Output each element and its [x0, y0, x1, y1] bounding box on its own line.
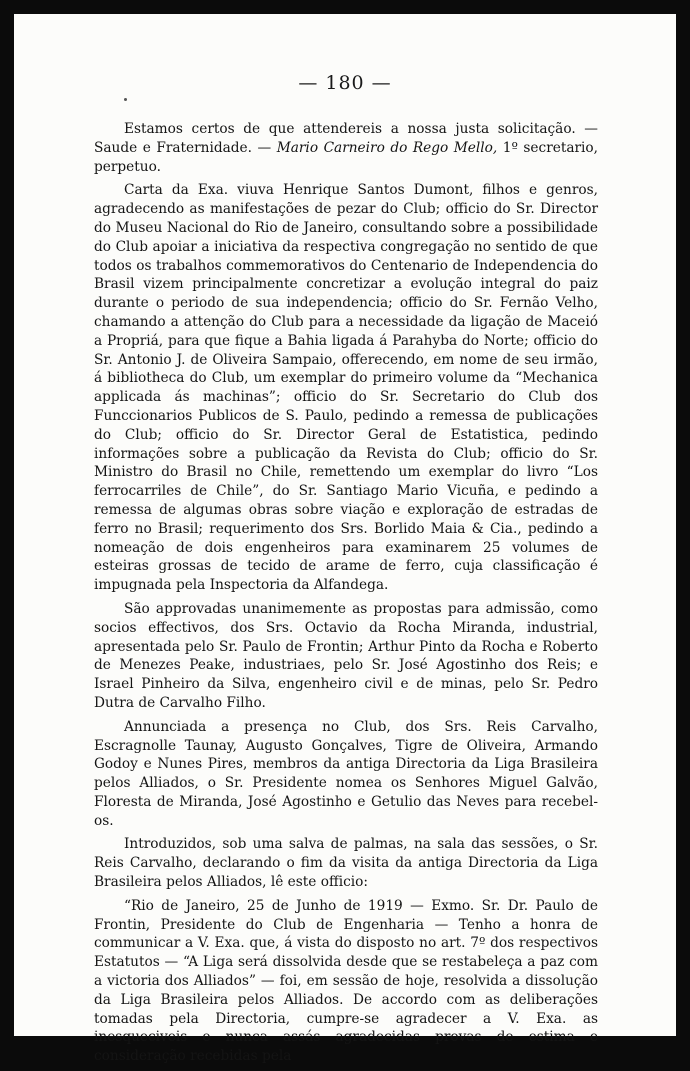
- signature-name: Mario Carneiro do Rego Mello,: [276, 139, 498, 156]
- document-page: [14, 14, 676, 1065]
- closing-text: Estamos certos de que attendereis a nossa justa solicitação. — Saude e Fraternidade. —: [94, 121, 598, 156]
- body-text: [94, 120, 598, 1071]
- paragraph-correspondence: Carta da Exa. viuva Henrique Santos Dumont, filhos e genros, agradecendo as manifestações de pezar do Club; officio do Sr. Director do Museu Nacional do Rio de Janeiro, consultando sobre a possibilidade do Club apoiar a iniciativa da respectiva congregação no sentido de que todos os trabalhos commemorativos do Centenario de Independencia do Brasil vizem principalmente concretizar a evolução integral do paiz durante o periodo de sua independencia; officio do Sr. Fernão Velho, chamando a attenção do Club para a necessidade da ligação de Maceió a Propriá, para que fique a Bahia ligada á Parahyba do Norte; officio do Sr. Antonio J. de Oliveira Sampaio, offerecendo, em nome de seu irmão, á bibliotheca do Club, um exemplar do primeiro volume da “Mechanica applicada ás machinas”; officio do Sr. Secretario do Club dos Funccionarios Publicos de S. Paulo, pedindo a remessa de publicações do Club; officio do Sr. Director Geral de Estatistica, pedindo informações sobre a publicação da Revista do Club; officio do Sr. Ministro do Brasil no Chile, remettendo um exemplar do livro “Los ferrocarriles de Chile”, do Sr. Santiago Mario Vicuña, e pedindo a remessa de algumas obras sobre viação e exploração de estradas de ferro no Brasil; requerimento dos Srs. Borlido Maia & Cia., pedindo a nomeação de dois engenheiros para examinarem 25 volumes de esteiras grossas de tecido de arame de ferro, cuja classificação é impugnada pela Inspectoria da Alfandega.: [94, 182, 598, 594]
- scan-speck: [124, 98, 127, 101]
- signature-title: 1º secretario, perpetuo.: [94, 139, 599, 175]
- paragraph-quoted-letter: “Rio de Janeiro, 25 de Junho de 1919 — Exmo. Sr. Dr. Paulo de Frontin, Presidente do Club de Engenharia — Tenho a honra de communicar a V. Exa. que, á vista do disposto no art. 7º dos respectivos Estatutos — “A Liga será dissolvida desde que se restabeleça a paz com a victoria dos Alliados” — foi, em sessão de hoje, resolvida a dissolução da Liga Brasileira pelos Alliados. De accordo com as deliberações tomadas pela Directoria, cumpre-se agradecer a V. Exa. as inesqueciveis e nunca assás agradecidas provas de estima e consideração recebidas pela: [94, 897, 598, 1065]
- page-number: — 180 —: [298, 72, 392, 94]
- paragraph-admissions: São approvadas unanimemente as propostas para admissão, como socios effectivos, dos Srs. Octavio da Rocha Miranda, industrial, apresentada pelo Sr. Paulo de Frontin; Arthur Pinto da Rocha e Roberto de Menezes Peake, industriaes, pelo Sr. José Agostinho dos Reis; e Israel Pinheiro da Silva, engenheiro civil e de minas, pelo Sr. Pedro Dutra de Carvalho Filho.: [94, 600, 598, 711]
- paragraph-visit-announcement: Annunciada a presença no Club, dos Srs. Reis Carvalho, Escragnolle Taunay, Augusto Gonçalves, Tigre de Oliveira, Armando Godoy e Nunes Pires, membros da antiga Directoria da Liga Brasileira pelos Alliados, o Sr. Presidente nomea os Senhores Miguel Galvão, Floresta de Miranda, José Agostinho e Getulio das Neves para recebel-os.: [94, 718, 598, 829]
- paragraph-closing-letter: [94, 120, 598, 176]
- paragraph-introduction: Introduzidos, sob uma salva de palmas, na sala das sessões, o Sr. Reis Carvalho, declarando o fim da visita da antiga Directoria da Liga Brasileira pelos Alliados, lê este officio:: [94, 836, 598, 891]
